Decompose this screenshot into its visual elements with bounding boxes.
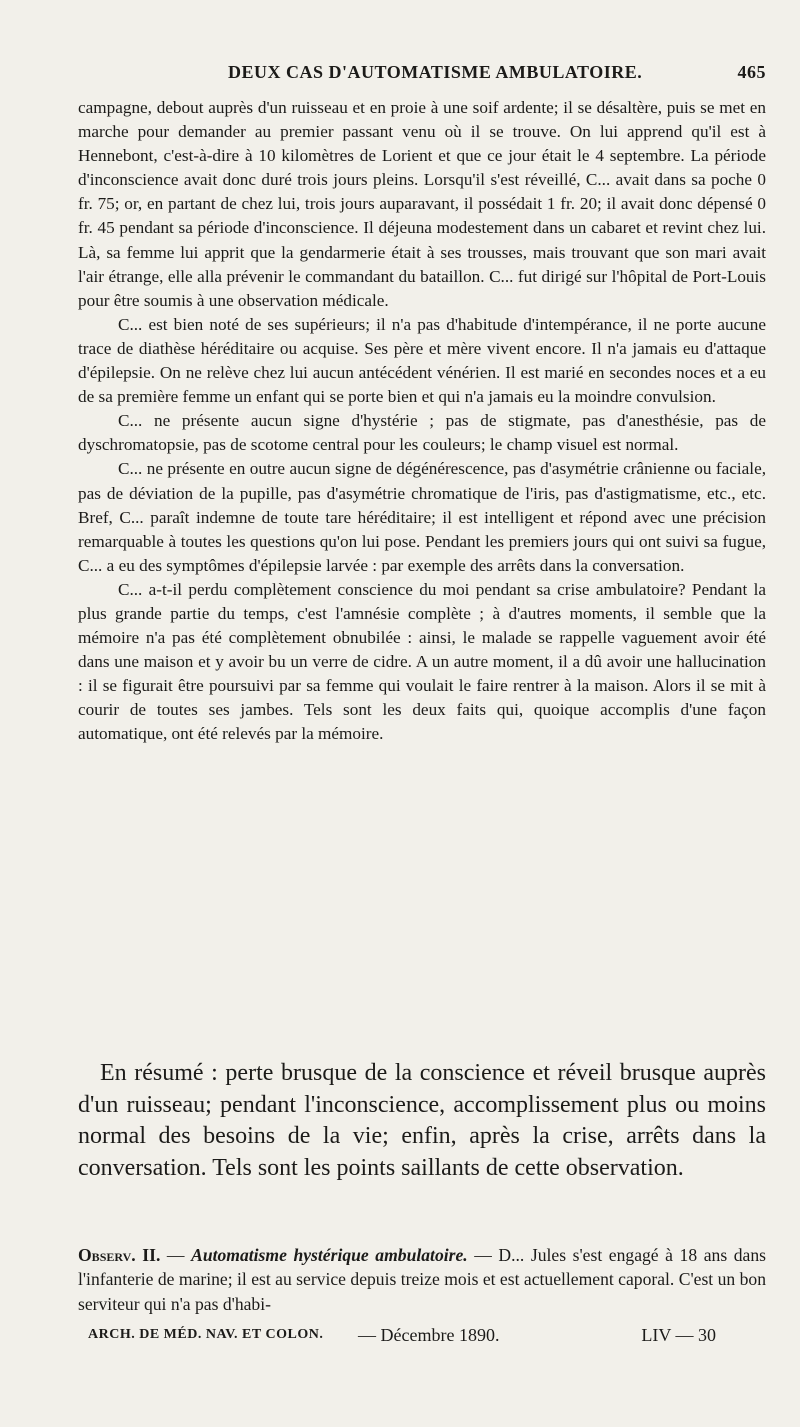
page-footer [78,1327,766,1353]
observation-label: Observ. II. [78,1245,161,1265]
footer-signature: LIV — 30 [641,1325,716,1345]
observation-text: — D... Jules s'est engagé à 18 ans dans l'infanterie de marine; il est au service depuis treize mois et est actuellement caporal. C'est un bon serviteur qui n'a pas d'habi- [78,1245,766,1314]
paragraph-continuation: campagne, debout auprès d'un ruisseau et en proie à une soif ardente; il se désaltère, puis se met en marche pour demander au premier passant venu où il se trouve. On lui apprend qu'il est à Hennebont, c'est-à-dire à 10 kilomètres de Lorient et que ce jour était le 4 septembre. La période d'inconscience avait donc duré trois jours pleins. Lorsqu'il s'est réveillé, C... avait dans sa poche 0 fr. 75; or, en partant de chez lui, trois jours auparavant, il possédait 1 fr. 20; il avait donc dépensé 0 fr. 45 pendant sa période d'inconscience. Il déjeuna modestement dans un cabaret et revint chez lui. Là, sa femme lui apprit que la gendarmerie était à ses trousses, mais trouvant que son mari avait l'air étrange, elle alla prévenir le commandant du bataillon. C... fut dirigé sur l'hôpital de Port-Louis pour être soumis à une observation médicale. [78,98,766,310]
observation-dash: — [160,1245,192,1265]
observation-block [78,1243,766,1316]
paragraph-hysteria: C... ne présente aucun signe d'hystérie ; pas de stigmate, pas d'anesthésie, pas de dyschromatopsie, pas de scotome central pour les couleurs; le champ visuel est normal. [78,411,766,455]
paragraph-degeneration: C... ne présente en outre aucun signe de dégénérescence, pas d'asymétrie crânienne ou faciale, pas de déviation de la pupille, pas d'asymétrie chromatique de l'iris, pas d'astigmatisme, etc., etc. Bref, C... paraît indemne de toute tare héréditaire; il est intelligent et répond avec une précision remarquable à toutes les questions qu'on lui pose. Pendant les premiers jours qui ont suivi sa fugue, C... a eu des symptômes d'épilepsie larvée : par exemple des arrêts dans la conversation. [78,459,766,575]
observation-paragraph [78,1243,766,1316]
footer-date: — Décembre 1890. [358,1325,500,1345]
running-title: DEUX CAS D'AUTOMATISME AMBULATOIRE. [228,62,643,82]
observation-subtitle: Automatisme hystérique ambulatoire. [191,1245,468,1265]
footer-journal: ARCH. DE MÉD. NAV. ET COLON. [88,1327,324,1342]
running-header [78,62,766,88]
body-text [78,96,766,747]
paragraph-antecedents: C... est bien noté de ses supérieurs; il n'a pas d'habitude d'intempérance, il ne porte aucune trace de diathèse héréditaire ou acquise. Ses père et mère vivent encore. Il n'a jamais eu d'attaque d'épilepsie. On ne relève chez lui aucun antécédent vénérien. Il est marié en secondes noces et a eu de sa première femme un enfant qui se porte bien et qui n'a jamais eu la moindre convulsion. [78,314,766,407]
summary-block [78,1058,766,1184]
paragraph-consciousness: C... a-t-il perdu complètement conscience du moi pendant sa crise ambulatoire? Pendant la plus grande partie du temps, c'est l'amnésie complète ; à d'autres moments, il semble que la mémoire n'a pas été complètement obnubilée : ainsi, le malade se rappelle vaguement avoir été dans une maison et y avoir bu un verre de cidre. A un autre moment, il a dû avoir une hallucination : il se figurait être poursuivi par sa femme qui voulait le faire rentrer à la maison. Alors il se mit à courir de toutes ses jambes. Tels sont les deux faits qui, quoique accomplis d'une façon automatique, ont été relevés par la mémoire. [78,579,766,744]
summary-text: En résumé : perte brusque de la conscience et réveil brusque auprès d'un ruisseau; pendant l'inconscience, accomplissement plus ou moins normal des besoins de la vie; enfin, après la crise, arrêts dans la conversation. Tels sont les points saillants de cette observation. [78,1060,766,1181]
page-number: 465 [737,62,766,82]
